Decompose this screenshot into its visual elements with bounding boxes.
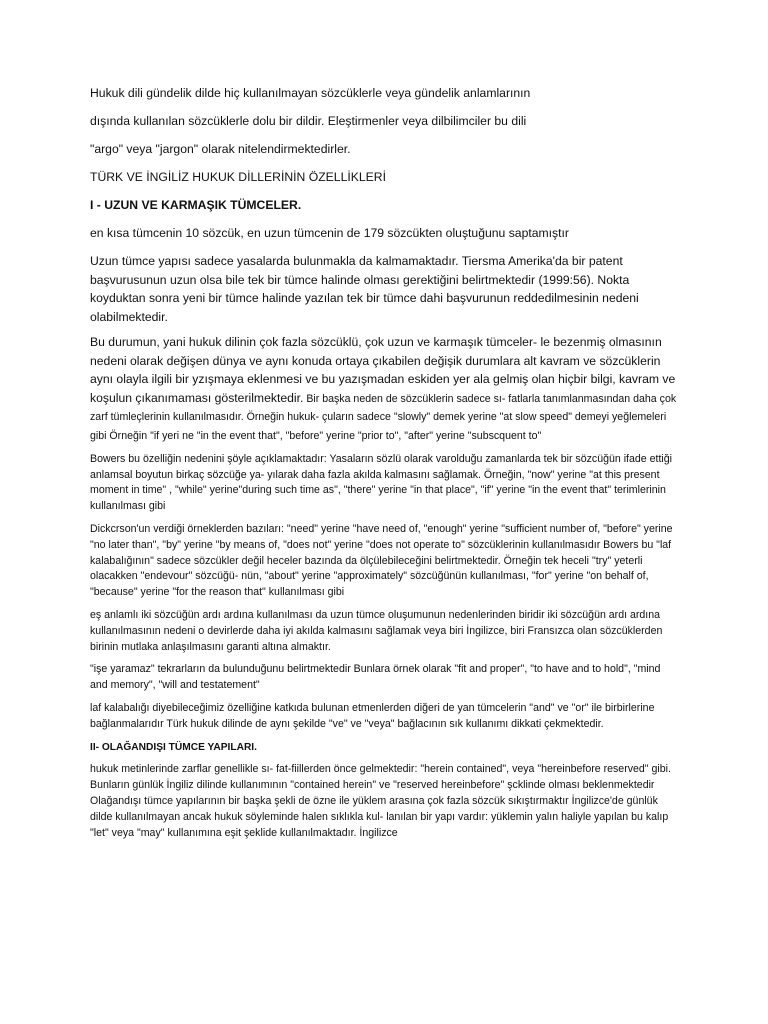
paragraph-dickcrson: Dickcrson'un verdiği örneklerden bazıları: "need" yerine "have need of, "enough" yerine "sufficient number of, "before" yerine "no later than", "by" yerine "by means of, "does not" yerine "does not operate to" sözcüklerinin kullanılmasıdır Bowers bu "laf kalabalığının" sadece sözcükler değil heceler bazında da ölçülebileceğini belirtmektedir. Örneğin tek heceli "try" yeterli olacakken "endevour" sözcüğü- nün, "about" yerine "approximately" sözcüğünün kullanılması, "for" yerine "on behalf of, "because" yerine "for the reason that" kullanılması gibi (90, 523, 673, 599)
paragraph-reason-large-text: Bu durumun, yani hukuk dilinin çok fazla sözcüklü, çok uzun ve karmaşık tümceler- le bezenmiş olmasının nedeni olarak değişen dünya ve aynı konuda ortaya çıkabilen değişik durumlara alt kavram ve sözcüklerin aynı olayla ilgili bir yzışmaya eklenmesi ve bu yazışmadan eskiden yer ala gelmiş olan hiçbir bilgi, kavram ve koşulun çıkanımaması gösterilmektedir. (90, 335, 676, 405)
intro-line-2: dışında kullanılan sözcüklerle dolu bir dildir. Eleştirmenler veya dilbilimciler bu dili (90, 114, 527, 128)
paragraph-tiersma: Uzun tümce yapısı sadece yasalarda bulunmakla da kalmamaktadır. Tiersma Amerika'da bir patent başvurusunun uzun olsa bile tek bir tümce halinde olması gerektiğini belirtmektedir (1999:56). Nokta koyduktan sonra yeni bir tümce halinde yazılan tek bir tümce dahi başvurunun reddedilmesinin nedeni olabilmektedir. (90, 254, 639, 324)
paragraph-ise-yaramaz: "işe yaramaz" tekrarların da bulunduğunu belirtmektedir Bunlara örnek olarak "fit and proper", "to have and to hold", "mind and memory", "will and testatement" (90, 663, 661, 692)
section-2-heading: II- OLAĞANDIŞI TÜMCE YAPILARI. (90, 741, 257, 753)
paragraph-bowers: Bowers bu özelliğin nedenini şöyle açıklamaktadır: Yasaların sözlü olarak varolduğu zamanlarda tek bir sözcüğün ifade ettiği anlamsal boyutun birkaç sözcüğe ya- yılarak daha fazla akılda kalmasını sağlamak. Örneğin, "now" yerine "at this present moment in time" , "while" yerine"during such time as", "there" yerine "in that place", "if" yerine "in the event that" terimlerinin kullanılması gibi (90, 452, 672, 513)
intro-line-1: Hukuk dili gündelik dilde hiç kullanılmayan sözcüklerle veya gündelik anlamlarının (90, 86, 531, 100)
document-page (90, 84, 680, 841)
section-1-heading: I - UZUN VE KARMAŞIK TÜMCELER. (90, 198, 302, 212)
paragraph-herein: hukuk metinlerinde zarflar genellikle sı- fat-fiillerden önce gelmektedir: "herein contained", veya "hereinbefore reserved" gibi. Bunların günlük İngiliz dilinde kullanımının "contained herein" ve "reserved hereinbefore" şcklinde olması beklenmektedir (90, 763, 671, 792)
paragraph-olagandisi: Olağandışı tümce yapılarının bir başka şekli de özne ile yüklem arasına çok fazla sözcük sıkıştırmaktır İngilizce'de günlük dilde kullanılmayan ancak hukuk söyleminde halen sıklıkla kul- lanılan bir yapı vardır: yüklemin yalın haliyle yapılan bu kalıp "let" veya "may" kullanımına eşit şeklide kullanılmaktadır. İngilizce (90, 795, 669, 839)
intro-line-3: "argo" veya "jargon" olarak nitelendirmektedirler. (90, 142, 351, 156)
paragraph-synonym: eş anlamlı iki sözcüğün ardı ardına kullanılması da uzun tümce oluşumunun nedenlerinden biridir iki sözcüğün ardı ardına kullanılmasının nedeni o devirlerde daha iyi akılda kalmasını sağlamak veya biri İngilizce, biri Fransızca olan sözcüklerden birinin mutlaka anlaşılmasını garanti altına almaktır. (90, 609, 663, 653)
paragraph-laf-kalabaligi: laf kalabalığı diyebileceğimiz özelliğine katkıda bulunan etmenlerden diğeri de yan tümcelerin "and" ve "or" ile birbirlerine bağlanmalarıdır Türk hukuk dilinde de aynı şekilde "ve" ve "veya" bağlacının sık kullanımı dikkati çekmektedir. (90, 702, 655, 730)
paragraph-reason (90, 333, 680, 445)
main-heading: TÜRK VE İNGİLİZ HUKUK DİLLERİNİN ÖZELLİKLERİ (90, 170, 386, 184)
paragraph-short: en kısa tümcenin 10 sözcük, en uzun tümcenin de 179 sözcükten oluştuğunu saptamıştır (90, 226, 569, 240)
paragraph-reason-small-text: Bir başka neden de sözcüklerin sadece sı- fatlarla tanımlanmasından daha çok zarf tümleçlerinin kullanılmasıdır. Örneğin hukuk- çuların sadece "slowly" demek yerine "at slow speed" demeyi yeğlemeleri gibi Örneğin "if yeri ne "in the event that", "before" yerine "prior to", "after" yerine "subscquent to" (90, 392, 677, 443)
